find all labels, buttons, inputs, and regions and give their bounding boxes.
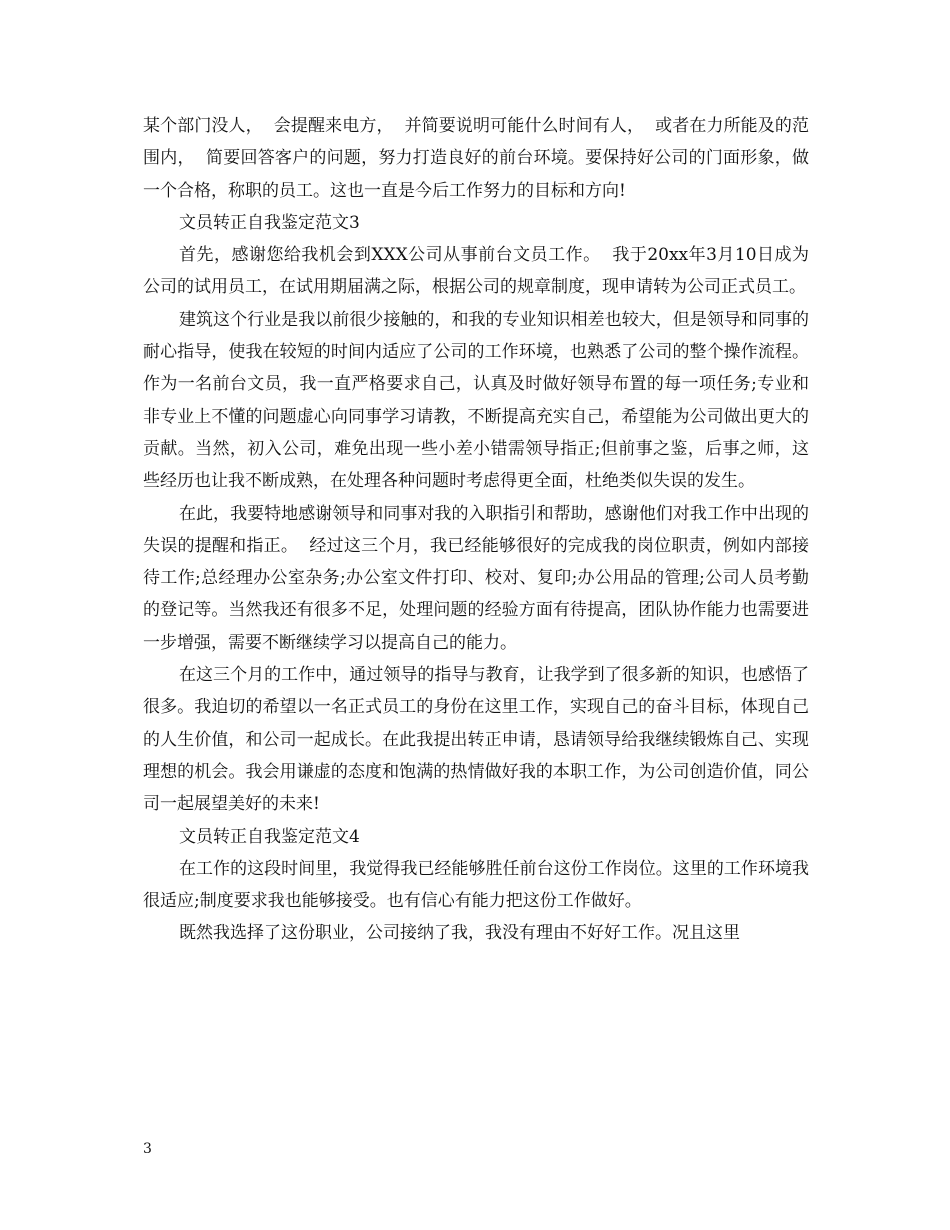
paragraph: 既然我选择了这份职业，公司接纳了我，我没有理由不好好工作。况且这里: [179, 923, 740, 944]
paragraph: 首先，感谢您给我机会到XXX公司从事前台文员工作。 我于20xx年3月10日成为公司的试用员工，在试用期届满之际，根据公司的规章制度，现申请转为公司正式员工。: [143, 245, 809, 298]
paragraph: 建筑这个行业是我以前很少接触的，和我的专业知识相差也较大，但是领导和同事的耐心指导，使我在较短的时间内适应了公司的工作环境，也熟悉了公司的整个操作流程。作为一名前台文员，我一直严格要求自己，认真及时做好领导布置的每一项任务;专业和非专业上不懂的问题虚心向同事学习请教，不断提高充实自己，希望能为公司做出更大的贡献。当然，初入公司，难免出现一些小差小错需领导指正;但前事之鉴，后事之师，这些经历也让我不断成熟，在处理各种问题时考虑得更全面，杜绝类似失误的发生。: [143, 309, 809, 492]
page-number: 3: [143, 1141, 152, 1157]
paragraph-continuation: 某个部门没人， 会提醒来电方， 并简要说明可能什么时间有人， 或者在力所能及的范围内， 简要回答客户的问题，努力打造良好的前台环境。要保持好公司的门面形象，做一个合格，称职的员工。这也一直是今后工作努力的目标和方向!: [143, 116, 809, 201]
section-heading-sample-4: 文员转正自我鉴定范文4: [179, 826, 360, 847]
paragraph: 在工作的这段时间里，我觉得我已经能够胜任前台这份工作岗位。这里的工作环境我很适应;制度要求我也能够接受。也有信心有能力把这份工作做好。: [143, 858, 809, 912]
paragraph: 在此，我要特地感谢领导和同事对我的入职指引和帮助，感谢他们对我工作中出现的失误的提醒和指正。 经过这三个月，我已经能够很好的完成我的岗位职责，例如内部接待工作;总经理办公室杂务;办公室文件打印、校对、复印;办公用品的管理;公司人员考勤的登记等。当然我还有很多不足，处理问题的经验方面有待提高，团队协作能力也需要进一步增强，需要不断继续学习以提高自己的能力。: [143, 503, 809, 653]
section-heading-sample-3: 文员转正自我鉴定范文3: [179, 212, 360, 233]
document-body: [143, 110, 809, 950]
paragraph: 在这三个月的工作中，通过领导的指导与教育，让我学到了很多新的知识，也感悟了很多。我迫切的希望以一名正式员工的身份在这里工作，实现自己的奋斗目标，体现自己的人生价值，和公司一起成长。在此我提出转正申请，恳请领导给我继续锻炼自己、实现理想的机会。我会用谦虚的态度和饱满的热情做好我的本职工作，为公司创造价值，同公司一起展望美好的未来!: [143, 665, 809, 815]
